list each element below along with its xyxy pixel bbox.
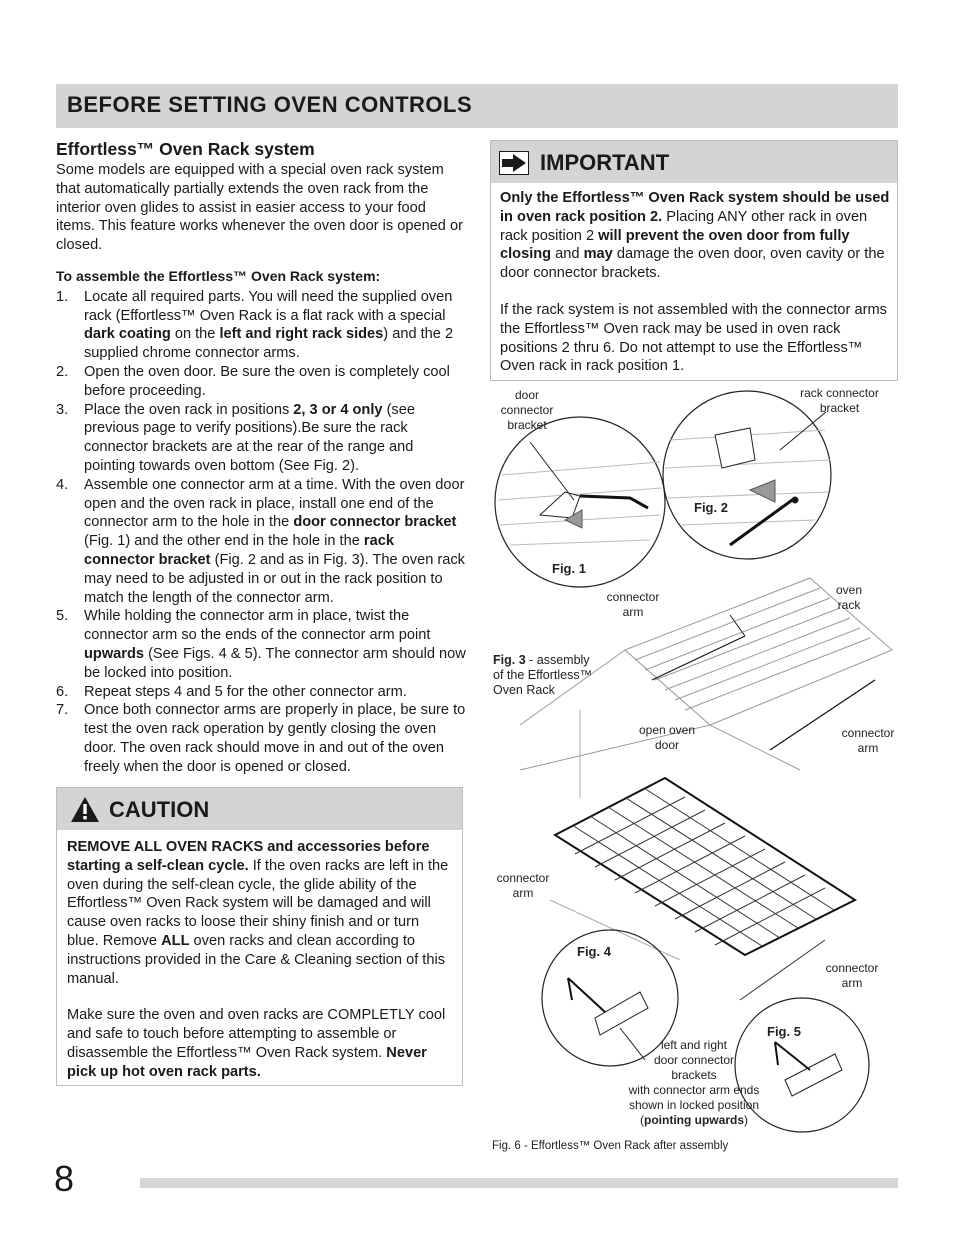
important-body	[491, 183, 897, 376]
step-text-run: rack connector bracket	[84, 533, 394, 568]
caution-title: CAUTION	[109, 797, 210, 822]
fig6-connector-arm-right: connector arm	[825, 961, 879, 990]
important-text-run: will prevent the oven door from fully closing	[500, 227, 850, 263]
caution-body	[57, 830, 462, 1082]
important-text-run: Only the Effortless™ Oven Rack system should be used in oven rack position 2.	[500, 190, 890, 225]
step-text-run: Assemble one connector arm at a time. With the oven door open and the oven rack in place, install one end of the connector arm to the hole in the	[84, 476, 465, 531]
fig1-label: Fig. 1	[552, 561, 586, 576]
fig5-label: Fig. 5	[767, 1024, 801, 1039]
step-text-run: left and right rack sides	[219, 326, 384, 343]
fig6-caption: Fig. 6 - Effortless™ Oven Rack after assembly	[492, 1140, 729, 1152]
fig2-detail-circle	[663, 391, 831, 559]
step-text-run: door connector bracket	[293, 514, 457, 531]
assembly-steps-list	[56, 288, 466, 777]
fig3-connector-arm-top: connector arm	[606, 590, 660, 619]
page-number: 8	[54, 1158, 75, 1199]
step-text-run: (See Figs. 4 & 5). The connector arm should now be locked into position.	[84, 645, 466, 681]
important-title: IMPORTANT	[540, 150, 670, 175]
step-text-run: on the	[170, 326, 220, 343]
fig2-callout-rack-bracket: rack connector bracket	[800, 386, 879, 415]
fig3-caption: Fig. 3 - assembly of the Effortless™ Oven Rack	[493, 653, 593, 697]
rack-system-section	[56, 139, 466, 777]
step-text-run: ) and the 2 supplied chrome connector arms.	[84, 326, 454, 362]
arrow-right-icon	[499, 151, 529, 175]
fig6-brackets-note: left and right door connector brackets with connector arm ends shown in locked position (pointing upwards)	[628, 1038, 760, 1127]
step-number: 4.	[56, 476, 69, 493]
step-number: 7.	[56, 702, 69, 719]
important-paragraph	[500, 189, 891, 283]
step-text-run: (Fig. 2 and as in Fig. 3). The oven rack may need to be adjusted in or out in the rack position to match the length of the connector arm.	[84, 551, 465, 606]
step-text-run: dark coating	[84, 326, 171, 343]
step-text-run: Locate all required parts. You will need the supplied oven rack (Effortless™ Oven Rack is a flat rack with a special	[84, 288, 453, 324]
footer-bar	[140, 1178, 898, 1188]
steps-heading: To assemble the Effortless™ Oven Rack system:	[56, 267, 381, 284]
important-text-run: If the rack system is not assembled with the connector arms the Effortless™ Oven rack may be used in oven rack positions 2 thru 6. Do not attempt to use the Effortless™ Oven rack in rack position 1.	[500, 301, 887, 375]
assembly-step	[56, 607, 466, 682]
caution-paragraph	[67, 838, 454, 988]
rack-system-intro: Some models are equipped with a special oven rack system that automatically partially extends the oven rack from the interior oven glides to assist in easier access to your food items. This feature works whenever the oven door is opened or closed.	[56, 162, 463, 254]
caution-text-run: Never pick up hot oven rack parts.	[67, 1044, 427, 1080]
section-header	[56, 84, 898, 128]
caution-text-run: Make sure the oven and oven racks are COMPLETLY cool and safe to touch before attempting to assemble or disassemble the Effortless™ Oven Rack system.	[67, 1007, 446, 1061]
assembly-step	[56, 683, 466, 702]
step-text-run: Place the oven rack in positions	[84, 401, 294, 418]
fig3-oven-rack: oven rack	[835, 583, 863, 612]
caution-text-run: REMOVE ALL OVEN RACKS and accessories before starting a self-clean cycle.	[67, 839, 430, 874]
assembly-step	[56, 476, 466, 608]
step-text-run: (see previous page to verify positions).Be sure the rack connector brackets are at the rear of the range and pointing towards oven bottom (See Fig. 2).	[84, 401, 415, 474]
step-number: 2.	[56, 363, 69, 380]
step-text-run: (Fig. 1) and the other end in the hole in the	[84, 533, 364, 550]
assembly-step	[56, 401, 466, 476]
important-text-run: may	[583, 246, 613, 263]
fig4-label: Fig. 4	[577, 944, 611, 959]
fig3-connector-arm-bottom: connector arm	[841, 726, 895, 755]
assembly-step	[56, 363, 466, 401]
step-number: 3.	[56, 401, 69, 418]
section-title: BEFORE SETTING OVEN CONTROLS	[67, 92, 473, 117]
step-text-run: upwards	[84, 645, 145, 662]
step-number: 5.	[56, 608, 69, 625]
important-text-run: Placing ANY other rack in oven rack position 2	[500, 208, 868, 244]
assembly-step	[56, 288, 466, 363]
warning-triangle-icon	[70, 796, 100, 823]
step-text-run: 2, 3 or 4 only	[293, 401, 383, 418]
fig3-open-oven-door: open oven door	[638, 723, 696, 752]
caution-text-run: oven racks and clean according to instructions provided in the Care & Cleaning section of this manual.	[67, 932, 446, 987]
fig1-callout-door-bracket: door connector bracket	[500, 388, 554, 432]
caution-text-run: ALL	[161, 932, 190, 949]
step-number: 1.	[56, 288, 69, 305]
important-header	[491, 141, 897, 183]
caution-paragraph	[67, 1006, 454, 1081]
rack-system-title: Effortless™ Oven Rack system	[56, 139, 315, 159]
important-text-run: and	[551, 246, 584, 263]
fig6-connector-arm-left: connector arm	[496, 871, 550, 900]
step-number: 6.	[56, 683, 69, 700]
step-text-run: Once both connector arms are properly in place, be sure to test the oven rack operation by gently closing the oven door. The oven rack should move in and out of the oven freely when the door is opened or closed.	[84, 702, 466, 775]
caution-text-run: If the oven racks are left in the oven during the self-clean cycle, the glide ability of the Effortless™ Oven Rack system will be damaged and will cause oven racks to loose their shiny finish and or turn blue. Remove	[67, 857, 449, 949]
caution-header	[57, 788, 462, 830]
assembly-step	[56, 701, 466, 776]
fig2-label: Fig. 2	[694, 500, 728, 515]
step-text-run: Open the oven door. Be sure the oven is completely cool before proceeding.	[84, 363, 450, 399]
step-text-run: While holding the connector arm in place, twist the connector arm so the ends of the connector arm point	[84, 608, 431, 644]
step-text-run: Repeat steps 4 and 5 for the other connector arm.	[84, 683, 407, 700]
important-box	[490, 140, 898, 381]
caution-box	[56, 787, 463, 1086]
important-paragraph	[500, 301, 891, 376]
important-text-run: damage the oven door, oven cavity or the door connector brackets.	[500, 246, 885, 282]
